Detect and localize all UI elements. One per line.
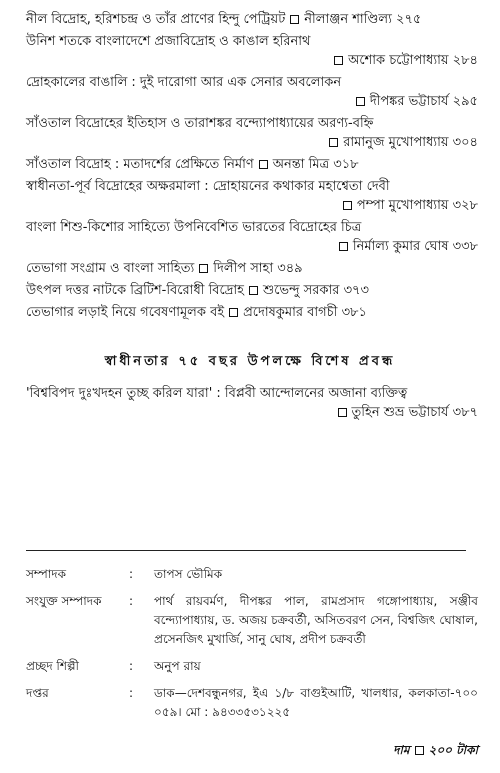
toc-page: ২৭৫: [396, 12, 422, 27]
credit-row: সংযুক্ত সম্পাদক : পার্থ রায়বর্মণ, দীপঙ্কর পাল, রামপ্রসাদ গঙ্গোপাধ্যায়, সঞ্জীব বন্দ্যোপাধ্যায়, ড. অজয় চক্রবর্তী, অসিতবরণ সেন, বিশ্বজিৎ ঘোষাল, প্রসেনজিৎ মুখার্জি, সানু ঘোষ, প্রদীপ চক্রবর্তী: [26, 592, 478, 649]
toc-entry: [26, 73, 478, 111]
square-bullet-icon: [329, 138, 338, 147]
square-bullet-icon: [339, 242, 348, 251]
square-bullet-icon: [199, 264, 208, 273]
credit-label: দপ্তর: [26, 686, 49, 700]
square-bullet-icon: [338, 408, 347, 417]
credit-label: সংযুক্ত সম্পাদক: [26, 594, 102, 608]
toc-title: তেভাগার লড়াই নিয়ে গবেষণামূলক বই: [26, 305, 225, 320]
toc-author: পম্পা মুখোপাধ্যায়: [356, 198, 449, 213]
toc-title: সাঁওতাল বিদ্রোহ : মতাদর্শের প্রেক্ষিতে নির্মাণ: [26, 157, 254, 172]
square-bullet-icon: [334, 56, 343, 65]
toc-author: নির্মাল্য কুমার ঘোষ: [352, 239, 449, 254]
credit-value: তাপস ভৌমিক: [154, 567, 223, 581]
toc-entry: [26, 218, 478, 256]
toc-author: দীপঙ্কর ভট্টাচার্য: [369, 94, 449, 109]
credit-value: অনুপ রায়: [154, 659, 201, 673]
credit-value: পার্থ রায়বর্মণ, দীপঙ্কর পাল, রামপ্রসাদ গঙ্গোপাধ্যায়, সঞ্জীব বন্দ্যোপাধ্যায়, ড. অজয় চক্রবর্তী, অসিতবরণ সেন, বিশ্বজিৎ ঘোষাল, প্রসেনজিৎ মুখার্জি, সানু ঘোষ, প্রদীপ চক্রবর্তী: [154, 594, 478, 646]
toc-title: উনিশ শতকে বাংলাদেশে প্রজাবিদ্রোহ ও কাঙাল হরিনাথ: [26, 34, 311, 49]
toc-author: নীলাঞ্জন শাণ্ডিল্য: [304, 12, 392, 27]
toc-entry: [26, 114, 478, 152]
toc-author: প্রদোষকুমার বাগচী: [243, 305, 338, 320]
special-section-heading: স্বাধীনতার ৭৫ বছর উপলক্ষে বিশেষ প্রবন্ধ: [104, 354, 396, 369]
toc-title: সাঁওতাল বিদ্রোহের ইতিহাস ও তারাশঙ্কর বন্দ্যোপাধ্যায়ের অরণ্য-বহ্নি: [26, 116, 374, 131]
toc-page: ৩৪৯: [277, 261, 303, 276]
credit-row: দপ্তর : ডাক—দেশবন্ধুনগর, ইএ ১/৮ বাগুইআটি, খালধার, কলকাতা-৭০০ ০৫৯। মো : ৯৪৩৩৫৩১২২৫: [26, 684, 478, 722]
toc-author: দিলীপ সাহা: [213, 261, 274, 276]
toc-page: ৩৮৭: [452, 405, 478, 420]
toc-page: ৩৭৩: [343, 283, 369, 298]
divider: [26, 550, 466, 551]
toc-title: দ্রোহকালের বাঙালি : দুই দারোগা আর এক সেনার অবলোকন: [26, 75, 342, 90]
price: [393, 742, 478, 762]
toc-page: ৩৮১: [341, 305, 367, 320]
toc-page: ২৯৫: [452, 94, 478, 109]
toc-title: 'বিশ্ববিপদ দুঃখদহন তুচ্ছ করিল যারা' : বিপ্লবী আন্দোলনের অজানা ব্যক্তিত্ব: [26, 386, 408, 401]
toc-entry: [26, 10, 478, 29]
table-of-contents: [26, 10, 478, 325]
square-bullet-icon: [229, 308, 238, 317]
credit-label: সম্পাদক: [26, 567, 67, 581]
toc-page: ৩০৪: [452, 135, 478, 150]
toc-author: অনন্তা মিত্র: [272, 157, 330, 172]
toc-entry: [26, 155, 478, 174]
toc-entry: [26, 259, 478, 278]
price-label: দাম: [393, 743, 410, 757]
toc-title: বাংলা শিশু-কিশোর সাহিত্যে উপনিবেশিত ভারতের বিদ্রোহের চিত্র: [26, 220, 362, 235]
toc-page: ৩২৮: [452, 198, 478, 213]
square-bullet-icon: [356, 97, 365, 106]
toc-title: তেভাগা সংগ্রাম ও বাংলা সাহিত্য: [26, 261, 195, 276]
credits-block: [26, 565, 478, 730]
toc-page: ২৮৪: [452, 53, 478, 68]
toc-author: শুভেন্দু সরকার: [263, 283, 340, 298]
square-bullet-icon: [259, 160, 268, 169]
toc-author: তুহিন শুভ্র ভট্টাচার্য: [351, 405, 449, 420]
square-bullet-icon: [249, 286, 258, 295]
toc-title: উৎপল দত্তর নাটকে ব্রিটিশ-বিরোধী বিদ্রোহ: [26, 283, 244, 298]
square-bullet-icon: [343, 201, 352, 210]
toc-page: ৩৩৮: [452, 239, 478, 254]
toc-author: রামানুজ মুখোপাধ্যায়: [343, 135, 449, 150]
toc-entry: [26, 177, 478, 215]
toc-author: অশোক চট্টোপাধ্যায়: [348, 53, 449, 68]
price-value: ২০০ টাকা: [428, 743, 478, 757]
special-article-entry: [26, 384, 478, 422]
toc-entry: [26, 281, 478, 300]
square-bullet-icon: [415, 746, 424, 755]
credit-row: প্রচ্ছদ শিল্পী : অনুপ রায়: [26, 657, 478, 676]
credit-label: প্রচ্ছদ শিল্পী: [26, 659, 79, 673]
toc-page: ৩১৮: [333, 157, 359, 172]
toc-entry: [26, 32, 478, 70]
toc-title: নীল বিদ্রোহ, হরিশচন্দ্র ও তাঁর প্রাণের হিন্দু পেট্রিয়ট: [26, 12, 286, 27]
toc-entry: [26, 303, 478, 322]
credit-row: সম্পাদক : তাপস ভৌমিক: [26, 565, 478, 584]
toc-title: স্বাধীনতা-পূর্ব বিদ্রোহের অক্ষরমালা : দ্রোহায়নের কথাকার মহাশ্বেতা দেবী: [26, 179, 390, 194]
credit-value: ডাক—দেশবন্ধুনগর, ইএ ১/৮ বাগুইআটি, খালধার, কলকাতা-৭০০ ০৫৯। মো : ৯৪৩৩৫৩১২২৫: [154, 686, 478, 719]
square-bullet-icon: [290, 15, 299, 24]
